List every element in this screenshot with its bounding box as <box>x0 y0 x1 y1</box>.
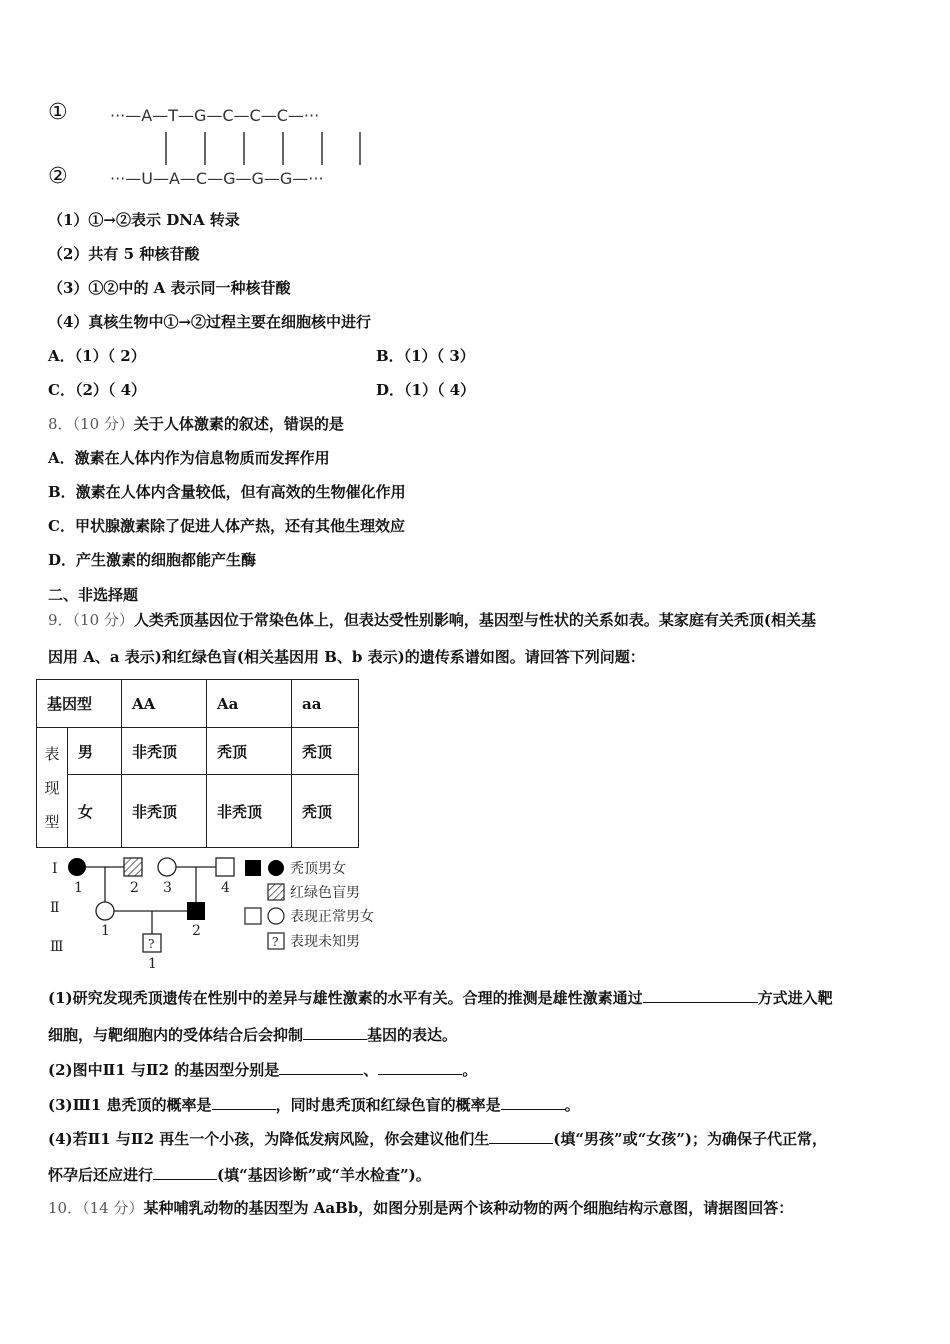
q9-stem-line2: 因用 A、a 表示)和红绿色盲(相关基因用 B、b 表示)的遗传系谱如图。请回答下列问题： <box>48 648 645 666</box>
q8-option-c: C．甲状腺激素除了促进人体产热，还有其他生理效应 <box>48 517 405 535</box>
q9-stem-text-1: 人类秃顶基因位于常染色体上，但表达受性别影响，基因型与性状的关系如表。某家庭有关秃顶(相关基 <box>133 611 817 629</box>
strand1-label: ① <box>48 100 68 125</box>
legend-label: 表现正常男女 <box>290 909 374 925</box>
gen-label-3: Ⅲ <box>50 939 64 955</box>
table-cell-sex: 女 <box>67 775 121 848</box>
gen1-male-4-normal <box>216 858 234 876</box>
gen1-number: 3 <box>163 880 172 896</box>
table-row <box>37 775 359 848</box>
phenotype-label-char: 现 <box>44 778 60 797</box>
gen1-number: 1 <box>74 880 83 896</box>
legend-unknown-mark: ? <box>272 935 279 949</box>
table-cell: 非秃顶 <box>122 728 207 775</box>
table-cell: 非秃顶 <box>207 775 292 848</box>
q9-sub3 <box>48 1093 580 1115</box>
strand2 <box>110 169 324 188</box>
q9-sub1-line2 <box>48 1023 457 1045</box>
table-cell: 非秃顶 <box>122 775 207 848</box>
strand2-text: ···—U—A—C—G—G—G—··· <box>110 169 324 188</box>
q9-sub2-text-c: 。 <box>462 1061 478 1079</box>
q7-statement-3: （3）①②中的 A 表示同一种核苷酸 <box>48 279 291 297</box>
gen1-male-2-colorblind <box>124 858 142 876</box>
q9-sub3-text-b: ，同时患秃顶和红绿色盲的概率是 <box>275 1096 501 1114</box>
q9-sub1-text-b: 方式进入靶 <box>757 989 833 1007</box>
gen1-female-1-bald <box>68 858 86 876</box>
strand2-label: ② <box>48 164 68 189</box>
q9-sub4-line2 <box>48 1163 431 1185</box>
legend-label: 红绿色盲男 <box>290 885 360 901</box>
q7-statement-1: （1）①→②表示 DNA 转录 <box>48 211 240 229</box>
table-header-row <box>37 680 359 728</box>
q9-sub4-text-a: (4)若Ⅱ1 与Ⅱ2 再生一个小孩，为降低发病风险，你会建议他们生 <box>48 1130 490 1148</box>
gen-label-1: Ⅰ <box>52 861 58 877</box>
blank-6[interactable] <box>501 1093 565 1110</box>
q7-option-b: B．（1）（ 3） <box>376 347 475 365</box>
legend-colorblind-symbol <box>268 884 284 900</box>
q9-number: 9．（10 分） <box>48 611 134 629</box>
q9-sub3-text-a: (3)Ⅲ1 患秃顶的概率是 <box>48 1096 212 1114</box>
q7-option-a: A．（1）（ 2） <box>48 347 146 365</box>
q8-stem-text: 关于人体激素的叙述，错误的是 <box>133 415 344 433</box>
blank-5[interactable] <box>212 1093 276 1110</box>
q9-sub1-text-a: (1)研究发现秃顶遗传在性别中的差异与雄性激素的水平有关。合理的推测是雄性激素通过 <box>48 989 643 1007</box>
legend-label: 秃顶男女 <box>290 861 346 877</box>
q9-sub2-text-b: 、 <box>363 1061 379 1079</box>
legend-bald-female-symbol <box>268 860 284 876</box>
gen2-number: 2 <box>192 923 201 939</box>
gen-label-2: Ⅱ <box>50 900 60 916</box>
q9-sub4-text-b: (填“男孩”或“女孩”)；为确保子代正常， <box>553 1130 827 1148</box>
q8-number: 8．（10 分） <box>48 415 134 433</box>
phenotype-label-char: 型 <box>44 812 60 831</box>
q7-option-d: D．（1）（ 4） <box>376 381 476 399</box>
q9-sub3-text-c: 。 <box>564 1096 580 1114</box>
q9-sub4-text-d: (填“基因诊断”或“羊水检查”)。 <box>217 1166 431 1184</box>
base-pair-bonds <box>166 132 360 165</box>
q9-sub1-text-c: 细胞，与靶细胞内的受体结合后会抑制 <box>48 1026 304 1044</box>
q8-stem <box>48 414 344 434</box>
gen1-number: 4 <box>221 880 230 896</box>
gen1-number: 2 <box>130 880 139 896</box>
legend-bald-male-symbol <box>245 860 261 876</box>
section-title: 二、非选择题 <box>48 586 139 604</box>
q10-stem <box>48 1198 793 1218</box>
genotype-table <box>36 679 359 848</box>
gen2-number: 1 <box>101 923 110 939</box>
table-cell-sex: 男 <box>67 728 121 775</box>
table-cell: 秃顶 <box>207 728 292 775</box>
blank-3[interactable] <box>279 1058 363 1075</box>
q9-sub1-text-d: 基因的表达。 <box>367 1026 458 1044</box>
pedigree-diagram <box>40 850 400 975</box>
q9-sub2 <box>48 1058 477 1080</box>
q8-option-b: B．激素在人体内含量较低，但有高效的生物催化作用 <box>48 483 406 501</box>
q9-stem-line1 <box>48 610 816 630</box>
strand1 <box>110 106 319 125</box>
q7-statement-2: （2）共有 5 种核苷酸 <box>48 245 200 263</box>
q9-sub4-line1 <box>48 1127 827 1149</box>
legend-normal-male-symbol <box>245 908 261 924</box>
blank-1[interactable] <box>643 986 758 1003</box>
table-header-cell: 基因型 <box>37 680 122 728</box>
table-header-cell: aa <box>292 680 359 728</box>
table-cell: 秃顶 <box>292 728 359 775</box>
q7-option-c: C．（2）（ 4） <box>48 381 147 399</box>
blank-4[interactable] <box>378 1058 462 1075</box>
blank-7[interactable] <box>489 1127 553 1144</box>
q9-sub1-line1 <box>48 986 833 1008</box>
q9-sub2-text-a: (2)图中Ⅱ1 与Ⅱ2 的基因型分别是 <box>48 1061 280 1079</box>
q7-statement-4: （4）真核生物中①→②过程主要在细胞核中进行 <box>48 313 372 331</box>
gen2-male-2-bald <box>187 902 205 920</box>
blank-8[interactable] <box>153 1163 217 1180</box>
unknown-mark: ? <box>148 937 155 951</box>
table-header-cell: Aa <box>207 680 292 728</box>
legend-label: 表现未知男 <box>290 934 360 950</box>
blank-2[interactable] <box>303 1023 367 1040</box>
q10-stem-text: 某种哺乳动物的基因型为 AaBb，如图分别是两个该种动物的两个细胞结构示意图，请据图回答： <box>143 1199 794 1217</box>
phenotype-label-char: 表 <box>44 744 60 763</box>
dna-strand-figure <box>0 0 950 200</box>
table-header-cell: AA <box>122 680 207 728</box>
q9-sub4-text-c: 怀孕后还应进行 <box>48 1166 154 1184</box>
table-cell: 秃顶 <box>292 775 359 848</box>
gen2-female-1-normal <box>96 902 114 920</box>
strand1-text: ···—A—T—G—C—C—C—··· <box>110 106 320 125</box>
phenotype-label-cell <box>37 728 68 848</box>
gen3-number: 1 <box>148 956 157 972</box>
table-row <box>37 728 359 775</box>
legend-normal-female-symbol <box>268 908 284 924</box>
gen1-female-3-normal <box>158 858 176 876</box>
q10-number: 10．（14 分） <box>48 1199 144 1217</box>
q8-option-a: A．激素在人体内作为信息物质而发挥作用 <box>48 449 330 467</box>
q8-option-d: D．产生激素的细胞都能产生酶 <box>48 551 257 569</box>
